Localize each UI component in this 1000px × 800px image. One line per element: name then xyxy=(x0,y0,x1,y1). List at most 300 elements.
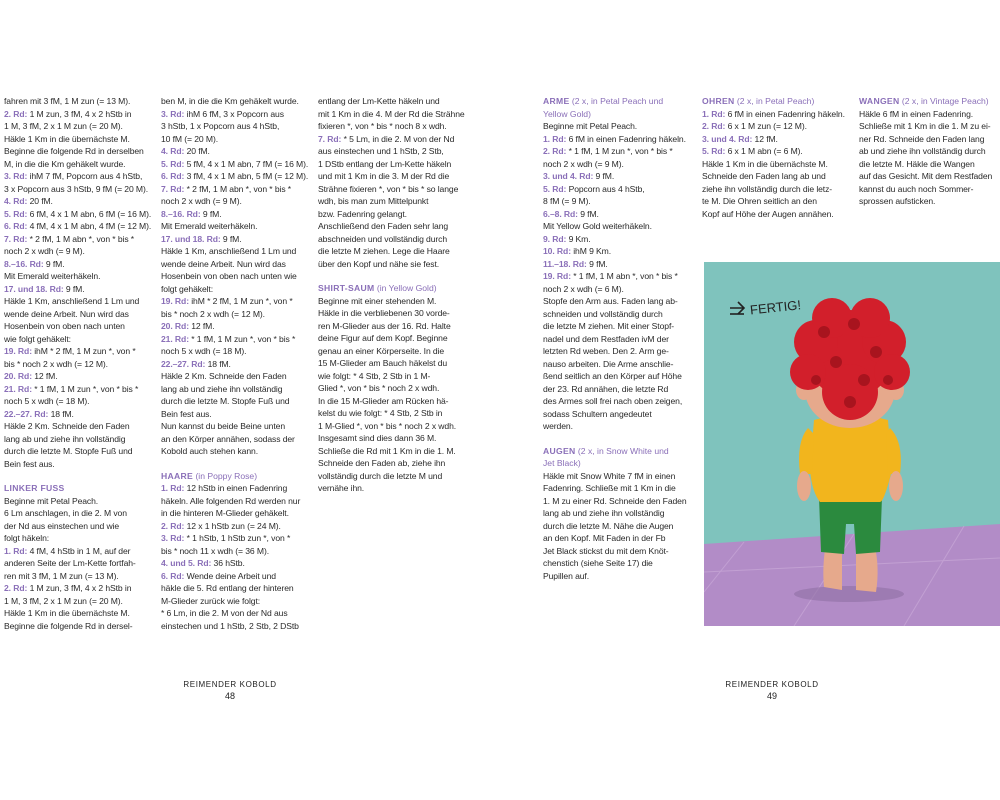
line-text: * 1 fM, 1 M zun *, von * bis * xyxy=(188,333,296,344)
line-text: ner Rd. Schneide den Faden lang xyxy=(859,133,985,144)
line-text: 6 fM in einen Fadenring häkeln. xyxy=(725,108,845,119)
text-line xyxy=(859,120,999,133)
text-line xyxy=(4,420,154,433)
round-label: 8.–16. Rd: xyxy=(161,208,201,219)
text-line xyxy=(543,245,693,258)
line-text: Schneide den Faden ab, ziehe ihn xyxy=(318,458,446,468)
line-text: 1 M, 3 fM, 2 x 1 M zun (= 20 M). xyxy=(4,121,123,131)
text-line xyxy=(161,170,311,183)
text-line xyxy=(4,158,154,171)
round-label: 22.–27. Rd: xyxy=(161,358,206,369)
line-text: ren M-Glieder aus der 16. Rd. Halte xyxy=(318,320,451,331)
line-text: In die 15 M-Glieder am Rücken hä- xyxy=(318,395,449,406)
text-line xyxy=(318,345,468,358)
text-line xyxy=(543,320,693,333)
line-text: nadel und dem Restfaden ivM der xyxy=(543,333,669,344)
line-text: 1 M zun, 3 fM, 4 x 2 hStb in xyxy=(27,583,132,593)
text-line xyxy=(859,195,999,208)
heading-subtitle: (2 x, in Petal Peach und xyxy=(569,96,664,106)
line-text: wdh, bis man zum Mittelpunkt xyxy=(318,196,429,206)
line-text: in die hinteren M-Glieder gehäkelt. xyxy=(161,508,289,518)
text-line xyxy=(4,320,154,333)
line-text: 4 fM, 4 x 1 M abn, 4 fM (= 12 M). xyxy=(27,221,152,231)
line-text: Nun kannst du beide Beine unten xyxy=(161,421,285,431)
line-text: Jet Black stickst du mit dem Knöt- xyxy=(543,545,669,556)
section-gap xyxy=(161,458,311,470)
line-text: wie folgt gehäkelt: xyxy=(4,333,71,344)
line-text: Mit Yellow Gold weiterhäkeln. xyxy=(543,221,652,231)
text-line xyxy=(161,120,311,133)
kobold-photo xyxy=(704,262,1000,626)
right-col-2 xyxy=(702,95,852,220)
line-text: 1 DStb entlang der Lm-Kette häkeln xyxy=(318,158,452,169)
section-heading xyxy=(161,470,311,483)
line-text: auf das Gesicht. Mit dem Restfaden xyxy=(859,171,993,181)
round-label: 3. Rd: xyxy=(161,108,185,119)
right-col-3 xyxy=(859,95,999,208)
line-text: mit 1 Km in die 4. M der Rd die Strähne xyxy=(318,108,465,119)
text-line xyxy=(4,233,154,246)
line-text: genau an einer Körperseite. In die xyxy=(318,345,445,356)
heading-subtitle: Jet Black) xyxy=(543,458,581,468)
text-line xyxy=(543,220,693,233)
doll-right-hand xyxy=(889,471,903,501)
line-text: Schließe die Rd mit 1 Km in die 1. M. xyxy=(318,445,456,456)
round-label: 17. und 18. Rd: xyxy=(161,233,221,244)
line-text: durch die letzte M. Stopfe Fuß und xyxy=(161,396,290,406)
text-line xyxy=(318,420,468,433)
text-line xyxy=(4,308,154,321)
round-label: 19. Rd: xyxy=(543,271,571,281)
line-text: über den Kopf und nähe sie fest. xyxy=(318,258,440,269)
line-text: Stopfe den Arm aus. Faden lang ab- xyxy=(543,296,678,306)
line-text: aus einstechen und 1 hStb, 2 Stb, xyxy=(318,146,444,156)
line-text: Strähne fixieren *, von * bis * so lange xyxy=(318,183,459,194)
text-line xyxy=(4,358,154,371)
round-label: 1. Rd: xyxy=(4,545,28,556)
text-line xyxy=(161,395,311,408)
line-text: Wende deine Arbeit und xyxy=(184,570,276,581)
round-label: 7. Rd: xyxy=(4,233,28,244)
text-line xyxy=(543,482,693,495)
line-text: ben M, in die die Km gehäkelt wurde. xyxy=(161,96,299,106)
text-line xyxy=(859,158,999,171)
line-text: Häkle 2 Km. Schneide den Faden xyxy=(4,421,130,431)
line-text: 6 Lm anschlagen, in die 2. M von xyxy=(4,508,127,518)
text-line xyxy=(161,607,311,620)
round-label: 4. und 5. Rd: xyxy=(161,558,212,568)
text-line xyxy=(543,308,693,321)
text-line xyxy=(161,220,311,233)
line-text: die letzte M ziehen. Mit einer Stopf- xyxy=(543,321,674,331)
line-text: * 6 Lm, in die 2. M von der Nd aus xyxy=(161,608,288,618)
text-line xyxy=(543,408,693,421)
line-text: 1 M zun, 3 fM, 4 x 2 hStb in xyxy=(27,108,132,119)
line-text: vernähe ihn. xyxy=(318,483,365,493)
round-label: 8.–16. Rd: xyxy=(4,258,44,269)
text-line xyxy=(702,145,852,158)
line-text: Fadenring. Schließe mit 1 Km in die xyxy=(543,483,676,493)
round-label: 5. Rd: xyxy=(161,158,185,169)
text-line xyxy=(702,158,852,171)
text-line xyxy=(318,220,468,233)
text-line xyxy=(318,170,468,183)
heading-subtitle-cont xyxy=(543,108,693,121)
section-gap xyxy=(4,470,154,482)
line-text: bis * noch 2 x wdh (= 12 M). xyxy=(4,358,108,369)
round-label: 2. Rd: xyxy=(4,108,28,119)
line-text: 9 fM. xyxy=(63,283,85,294)
text-line xyxy=(4,445,154,458)
text-line xyxy=(4,195,154,208)
text-line xyxy=(161,570,311,583)
line-text: Glied *, von * bis * noch 2 x wdh. xyxy=(318,383,440,393)
line-text: 1 M, 3 fM, 2 x 1 M zun (= 20 M). xyxy=(4,595,123,606)
round-label: 11.–18. Rd: xyxy=(543,258,587,269)
line-text: Häkle mit Snow White 7 fM in einen xyxy=(543,470,676,481)
line-text: lang ab und ziehe ihn vollständig xyxy=(161,383,283,394)
text-line xyxy=(318,120,468,133)
text-line xyxy=(543,545,693,558)
round-label: 5. Rd: xyxy=(4,208,28,219)
line-text: * 1 fM, 1 M zun *, von * bis * xyxy=(31,383,139,394)
line-text: 12 fM. xyxy=(188,321,215,331)
line-text: M-Glieder zurück wie folgt: xyxy=(161,595,261,606)
text-line xyxy=(161,208,311,221)
heading-subtitle: (in Yellow Gold) xyxy=(374,283,437,293)
section-heading xyxy=(543,95,693,108)
round-label: 2. Rd: xyxy=(543,146,567,156)
heading-title: AUGEN xyxy=(543,445,576,456)
round-label: 3. und 4. Rd: xyxy=(543,171,594,181)
section-heading xyxy=(859,95,999,108)
line-text: noch 2 x wdh (= 6 M). xyxy=(543,283,624,294)
text-line xyxy=(859,145,999,158)
text-line xyxy=(859,170,999,183)
text-line xyxy=(543,358,693,371)
round-label: 10. Rd: xyxy=(543,246,571,256)
text-line xyxy=(161,557,311,570)
text-line xyxy=(4,283,154,296)
text-line xyxy=(543,158,693,171)
heading-subtitle: (2 x, in Vintage Peach) xyxy=(899,96,989,106)
text-line xyxy=(4,383,154,396)
line-text: Häkle 2 Km. Schneide den Faden xyxy=(161,371,287,381)
text-line xyxy=(543,370,693,383)
line-text: Beginne die folgende Rd in dersel- xyxy=(4,620,133,631)
text-line xyxy=(161,532,311,545)
line-text: schneiden und vollständig durch xyxy=(543,308,663,319)
line-text: 12 x 1 hStb zun (= 24 M). xyxy=(184,520,281,531)
text-line xyxy=(161,320,311,333)
line-text: noch 2 x wdh (= 9 M). xyxy=(161,196,242,206)
text-line xyxy=(543,208,693,221)
line-text: einstechen und 1 hStb, 2 Stb, 2 DStb xyxy=(161,620,299,631)
text-line xyxy=(543,295,693,308)
right-page-number: 49 xyxy=(766,691,777,701)
line-text: deine Figur auf dem Kopf. Beginne xyxy=(318,333,448,343)
left-col-1 xyxy=(4,95,154,632)
round-label: 19. Rd: xyxy=(4,346,32,356)
round-label: 3. Rd: xyxy=(4,171,28,181)
text-line xyxy=(702,108,852,121)
text-line xyxy=(318,370,468,383)
round-label: 5. Rd: xyxy=(543,183,567,194)
text-line xyxy=(859,183,999,196)
round-label: 1. Rd: xyxy=(161,483,185,493)
round-label: 6. Rd: xyxy=(161,570,185,581)
text-line xyxy=(4,208,154,221)
text-line xyxy=(161,245,311,258)
line-text: 15 M-Glieder am Bauch häkelst du xyxy=(318,358,448,368)
round-label: 22.–27. Rd: xyxy=(4,408,49,419)
round-label: 2. Rd: xyxy=(4,583,28,593)
line-text: * 2 fM, 1 M abn *, von * bis * xyxy=(184,183,292,194)
line-text: 9 fM. xyxy=(577,208,599,219)
text-line xyxy=(543,557,693,570)
line-text: 12 fM. xyxy=(31,371,58,381)
text-line xyxy=(4,620,154,633)
text-line xyxy=(543,532,693,545)
line-text: 4 fM, 4 hStb in 1 M, auf der xyxy=(27,545,131,556)
text-line xyxy=(543,120,693,133)
line-text: * 1 hStb, 1 hStb zun *, von * xyxy=(184,533,291,543)
line-text: ihM 6 fM, 3 x Popcorn aus xyxy=(184,108,284,119)
line-text: Kobold auch stehen kann. xyxy=(161,446,258,456)
line-text: Beginne mit Petal Peach. xyxy=(4,495,99,506)
text-line xyxy=(4,120,154,133)
line-text: letzten Rd weben. Den 2. Arm ge- xyxy=(543,346,669,356)
line-text: Häkle 6 fM in einen Fadenring. xyxy=(859,108,974,119)
round-label: 6.–8. Rd: xyxy=(543,208,578,219)
line-text: bis * noch 2 x wdh (= 12 M). xyxy=(161,308,265,319)
line-text: te M. Die Ohren seitlich an den xyxy=(702,196,817,206)
text-line xyxy=(702,120,852,133)
line-text: ßend seitlich an den Körper auf Höhe xyxy=(543,371,682,381)
text-line xyxy=(318,395,468,408)
section-heading xyxy=(702,95,852,108)
line-text: chenstich (siehe Seite 17) die xyxy=(543,558,653,568)
line-text: Popcorn aus 4 hStb, xyxy=(566,183,645,194)
round-label: 20. Rd: xyxy=(161,321,189,331)
text-line xyxy=(161,270,311,283)
text-line xyxy=(4,220,154,233)
round-label: 4. Rd: xyxy=(161,146,185,156)
line-text: ab und ziehe ihn vollständig durch xyxy=(859,146,986,156)
text-line xyxy=(318,307,468,320)
heading-subtitle: Yellow Gold) xyxy=(543,108,591,119)
round-label: 6. Rd: xyxy=(4,221,28,231)
text-line xyxy=(543,383,693,396)
line-text: Häkle 1 Km in die übernächste M. xyxy=(702,158,828,169)
round-label: 3. und 4. Rd: xyxy=(702,133,753,144)
text-line xyxy=(318,208,468,221)
text-line xyxy=(543,145,693,158)
right-footer-title: REIMENDER KOBOLD xyxy=(725,680,819,689)
line-text: bis * noch 11 x wdh (= 36 M). xyxy=(161,545,269,556)
section-gap xyxy=(543,433,693,445)
text-line xyxy=(161,133,311,146)
text-line xyxy=(4,295,154,308)
text-line xyxy=(318,332,468,345)
line-text: 36 hStb. xyxy=(211,558,245,568)
line-text: wie folgt: * 4 Stb, 2 Stb in 1 M- xyxy=(318,370,431,381)
line-text: ihM * 2 fM, 1 M zun *, von * xyxy=(31,346,136,356)
line-text: * 1 fM, 1 M abn *, von * bis * xyxy=(570,271,678,281)
text-line xyxy=(4,557,154,570)
line-text: Hosenbein von oben nach unten xyxy=(4,321,125,331)
heading-title: HAARE xyxy=(161,470,194,481)
text-line xyxy=(318,133,468,146)
text-line xyxy=(161,545,311,558)
line-text: kelst du wie folgt: * 4 Stb, 2 Stb in xyxy=(318,408,443,418)
text-line xyxy=(318,457,468,470)
text-line xyxy=(543,170,693,183)
heading-subtitle-cont xyxy=(543,457,693,470)
line-text: der Nd aus einstechen und wie xyxy=(4,520,120,531)
line-text: Insgesamt sind dies dann 36 M. xyxy=(318,433,437,443)
right-footer xyxy=(692,680,852,701)
line-text: 18 fM. xyxy=(48,408,74,419)
text-line xyxy=(4,582,154,595)
line-text: 9 fM. xyxy=(220,233,242,244)
left-footer xyxy=(150,680,310,701)
doll-shirt xyxy=(810,415,892,502)
text-line xyxy=(702,170,852,183)
text-line xyxy=(318,470,468,483)
line-text: nauso arbeiten. Die Arme anschlie- xyxy=(543,358,674,369)
round-label: 6. Rd: xyxy=(161,171,185,181)
round-label: 21. Rd: xyxy=(4,383,32,394)
line-text: Bein fest aus. xyxy=(4,458,55,469)
line-text: 6 fM, 4 x 1 M abn, 6 fM (= 16 M). xyxy=(27,208,152,219)
text-line xyxy=(161,383,311,396)
text-line xyxy=(4,532,154,545)
text-line xyxy=(4,595,154,608)
line-text: 20 fM. xyxy=(27,196,53,206)
left-footer-title: REIMENDER KOBOLD xyxy=(183,680,277,689)
heading-subtitle: (2 x, in Petal Peach) xyxy=(734,96,815,106)
line-text: 3 x Popcorn aus 3 hStb, 9 fM (= 20 M). xyxy=(4,183,149,194)
text-line xyxy=(318,482,468,495)
line-text: Mit Emerald weiterhäkeln. xyxy=(4,271,101,281)
line-text: an den Körper annähen, sodass der xyxy=(161,433,295,444)
text-line xyxy=(161,445,311,458)
line-text: 9 fM. xyxy=(593,171,615,181)
section-gap xyxy=(318,270,468,282)
text-line xyxy=(543,233,693,246)
round-label: 7. Rd: xyxy=(318,133,342,144)
line-text: M, in die die Km gehäkelt wurde. xyxy=(4,158,126,169)
line-text: Häkle in die verbliebenen 30 vorde- xyxy=(318,308,450,318)
text-line xyxy=(318,183,468,196)
text-line xyxy=(702,195,852,208)
text-line xyxy=(161,108,311,121)
line-text: werden. xyxy=(543,421,573,431)
line-text: anderen Seite der Lm-Kette fortfah- xyxy=(4,558,136,568)
text-line xyxy=(4,395,154,408)
text-line xyxy=(702,183,852,196)
text-line xyxy=(543,507,693,520)
text-line xyxy=(4,545,154,558)
line-text: 9 fM. xyxy=(43,258,65,269)
doll-shadow xyxy=(794,586,904,602)
text-line xyxy=(161,408,311,421)
line-text: Häkle 1 Km in die übernächste M. xyxy=(4,608,130,618)
heading-subtitle: (2 x, in Snow White und xyxy=(575,445,669,456)
text-line xyxy=(4,170,154,183)
text-line xyxy=(4,245,154,258)
round-label: 1. Rd: xyxy=(702,108,726,119)
text-line xyxy=(161,433,311,446)
round-label: 19. Rd: xyxy=(161,296,189,306)
line-text: und mit 1 Km in die 3. M der Rd die xyxy=(318,171,450,181)
text-line xyxy=(161,495,311,508)
line-text: häkeln. Alle folgenden Rd werden nur xyxy=(161,495,301,506)
line-text: die letzte M ziehen. Lege die Haare xyxy=(318,246,450,256)
line-text: Schließe mit 1 Km in die 1. M zu ei- xyxy=(859,121,991,131)
section-heading xyxy=(543,445,693,458)
text-line xyxy=(161,283,311,296)
line-text: 8 fM (= 9 M). xyxy=(543,196,591,206)
text-line xyxy=(318,382,468,395)
line-text: bzw. Fadenring gelangt. xyxy=(318,208,407,219)
text-line xyxy=(318,432,468,445)
text-line xyxy=(4,458,154,471)
heading-title: ARME xyxy=(543,96,570,106)
text-line xyxy=(161,308,311,321)
line-text: 12 hStb in einen Fadenring xyxy=(184,483,288,493)
line-text: Mit Emerald weiterhäkeln. xyxy=(161,221,258,231)
text-line xyxy=(318,445,468,458)
text-line xyxy=(543,133,693,146)
text-line xyxy=(318,407,468,420)
text-line xyxy=(161,95,311,108)
text-line xyxy=(543,333,693,346)
text-line xyxy=(543,183,693,196)
line-text: Häkle 1 Km, anschließend 1 Lm und xyxy=(4,296,140,306)
line-text: Bein fest aus. xyxy=(161,408,212,419)
text-line xyxy=(318,245,468,258)
line-text: 1 M-Glied *, von * bis * noch 2 x wdh. xyxy=(318,420,457,431)
line-text: 20 fM. xyxy=(184,146,210,156)
line-text: 3 fM, 4 x 1 M abn, 5 fM (= 12 M). xyxy=(184,171,309,181)
line-text: 5 fM, 4 x 1 M abn, 7 fM (= 16 M). xyxy=(184,158,309,169)
heading-subtitle: (in Poppy Rose) xyxy=(193,470,258,481)
round-label: 20. Rd: xyxy=(4,371,32,381)
line-text: lang ab und ziehe ihn vollständig xyxy=(4,433,126,444)
text-line xyxy=(4,95,154,108)
text-line xyxy=(543,520,693,533)
text-line xyxy=(161,183,311,196)
text-line xyxy=(543,395,693,408)
text-line xyxy=(161,195,311,208)
line-text: 9 fM. xyxy=(200,208,222,219)
line-text: Häkle 1 Km in die übernächste M. xyxy=(4,133,130,144)
line-text: 10 fM (= 20 M). xyxy=(161,133,219,144)
line-text: Hosenbein von oben nach unten wie xyxy=(161,271,297,281)
line-text: durch die letzte M. Nähe die Augen xyxy=(543,520,674,531)
line-text: * 2 fM, 1 M abn *, von * bis * xyxy=(27,233,135,244)
line-text: die letzte M. Häkle die Wangen xyxy=(859,158,975,169)
line-text: entlang der Lm-Kette häkeln und xyxy=(318,96,440,106)
round-label: 2. Rd: xyxy=(161,520,185,531)
line-text: noch 2 x wdh (= 9 M). xyxy=(4,246,85,256)
text-line xyxy=(4,108,154,121)
round-label: 4. Rd: xyxy=(4,196,28,206)
heading-title: OHREN xyxy=(702,96,735,106)
line-text: ihM * 2 fM, 1 M zun *, von * xyxy=(188,296,293,306)
